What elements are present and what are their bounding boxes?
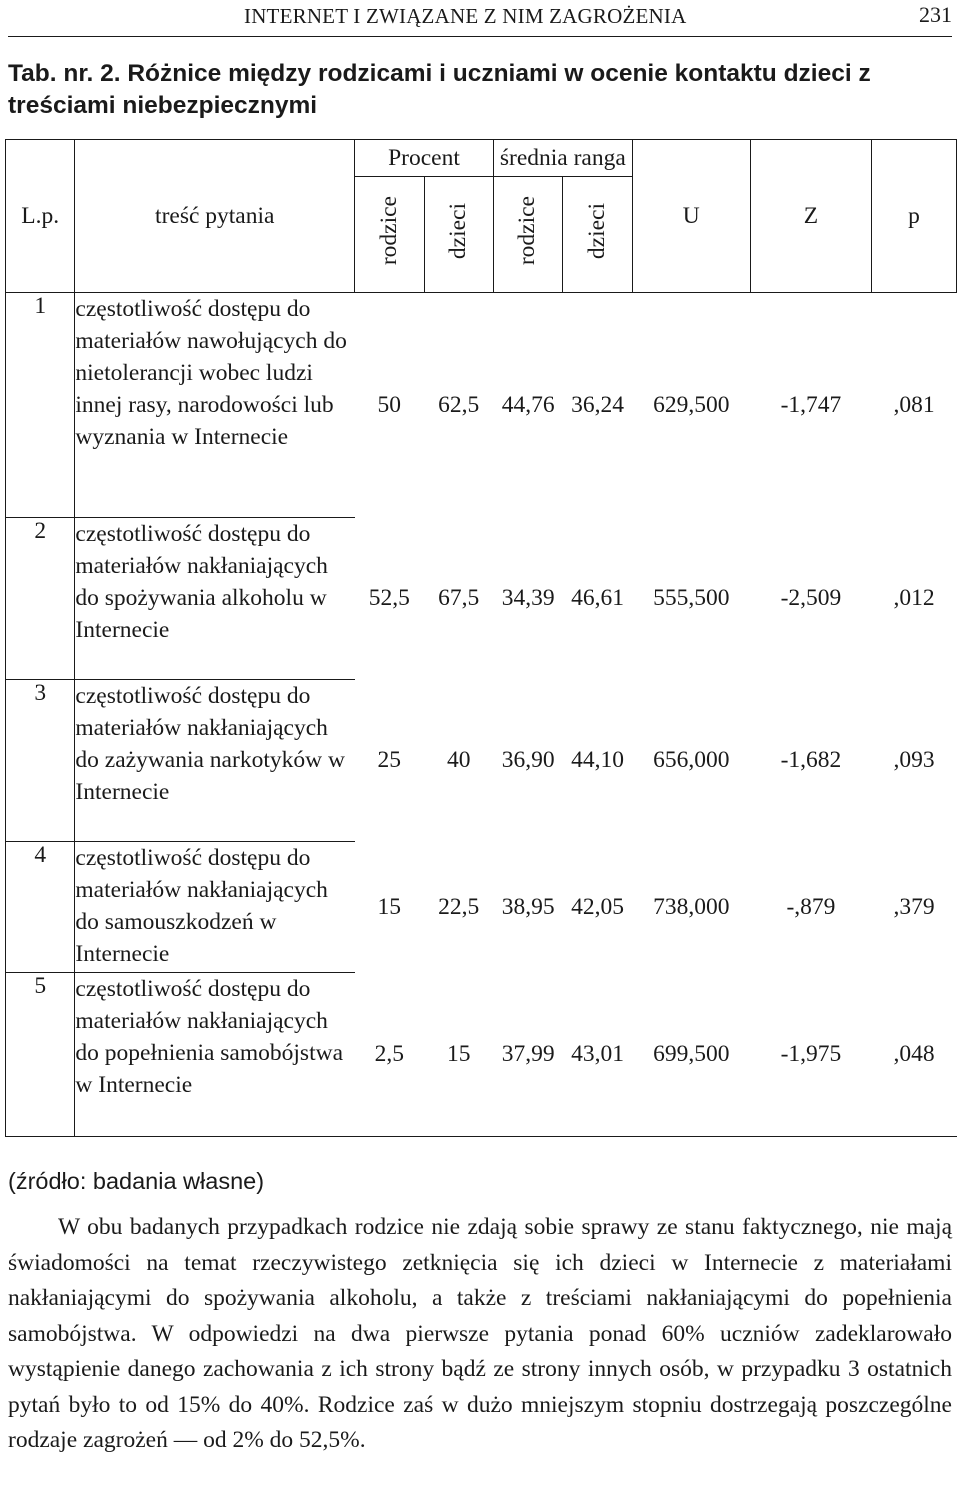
row-pct-children: 67,5 [438,585,480,611]
row-p: ,081 [872,293,957,518]
row-rank-children: 36,24 [563,293,632,518]
page-number: 231 [919,2,952,27]
header-rank-parents [493,177,562,293]
row-z: -2,509 [780,585,842,611]
row-z: -,879 [786,893,836,920]
header-group-rank: średnia ranga [493,140,632,177]
row-pct-children: 40 [446,747,471,773]
header-percent-children [424,177,493,293]
row-lp: 3 [6,680,75,842]
row-p: ,048 [872,973,957,1137]
header-group-percent: Procent [355,140,494,177]
row-z: -1,682 [780,747,842,773]
row-rank-parents: 44,76 [493,293,562,518]
row-u: 656,000 [653,747,730,773]
row-lp: 2 [6,518,75,680]
table-row [6,973,957,1137]
header-question: treść pytania [75,140,355,293]
row-p: ,012 [893,585,935,611]
row-pct-parents: 15 [377,893,402,920]
header-rank-parents-label: rodzice [514,196,541,266]
row-pct-children: 22,5 [438,893,480,920]
row-question: częstotliwość dostępu do materiałów nawołujących do nietolerancji wobec ludzi innej rasy, narodowości lub wyznania w Internecie [75,293,355,518]
running-head [8,2,960,36]
row-rank-parents: 34,39 [501,585,555,611]
running-head-title: INTERNET I ZWIĄZANE Z NIM ZAGROŻENIA [244,4,687,28]
table-row [6,680,957,842]
body-paragraph: W obu badanych przypadkach rodzice nie zdają sobie sprawy ze stanu faktycznego, nie mają świadomości na temat rzeczywistego zetknięcia się ich dzieci w Internecie z materiałami nakłaniającymi do spożywania alkoholu, a także z treściami nakłaniającymi do popełnienia samobójstwa. W odpowiedzi na dwa pierwsze pytania ponad 60% uczniów zadeklarowało wystąpienie danego zachowania z ich strony bądź ze strony innych osób, w przypadku 3 ostatnich pytań było to od 15% do 40%. Rodzice zaś w dużo mniejszym stopniu dostrzegają poszczególne rodzaje zagrożeń — od 2% do 52,5%. [8,1214,952,1453]
header-z: Z [750,140,871,293]
header-u: U [632,140,750,293]
row-rank-children: 44,10 [571,747,624,773]
source-note: (źródło: badania własne) [8,1168,265,1194]
row-pct-children: 15 [424,973,493,1137]
row-pct-parents: 25 [377,747,402,773]
row-question: częstotliwość dostępu do materiałów nakłaniających do spożywania alkoholu w Internecie [75,518,355,680]
table-row [6,293,957,518]
row-p: ,379 [893,893,935,920]
row-rank-children: 42,05 [571,893,624,920]
table-row [6,518,957,680]
header-rule [8,36,952,37]
row-rank-parents: 37,99 [493,973,562,1137]
row-u: 738,000 [653,893,730,920]
row-lp: 4 [6,842,75,973]
table-caption: Tab. nr. 2. Różnice między rodzicami i uczniami w ocenie kontaktu dzieci z treściami niebezpiecznymi [8,60,871,119]
table-row [6,842,957,973]
results-table [5,139,957,1137]
row-question: częstotliwość dostępu do materiałów nakłaniających do samouszkodzeń w Internecie [75,842,355,973]
header-rank-children [563,177,632,293]
row-lp: 5 [6,973,75,1137]
header-percent-children-label: dzieci [444,202,471,260]
row-rank-parents: 36,90 [501,747,555,773]
row-pct-parents: 2,5 [355,973,424,1137]
row-u: 629,500 [632,293,750,518]
row-lp: 1 [6,293,75,518]
header-p: p [872,140,957,293]
row-pct-parents: 50 [355,293,424,518]
header-rank-children-label: dzieci [583,202,610,260]
row-question: częstotliwość dostępu do materiałów nakłaniających do popełnienia samobójstwa w Internecie [75,973,355,1137]
row-z: -1,975 [750,973,871,1137]
row-u: 699,500 [632,973,750,1137]
header-lp: L.p. [6,140,75,293]
row-pct-parents: 52,5 [368,585,410,611]
header-percent-parents-label: rodzice [375,196,402,266]
header-percent-parents [355,177,424,293]
row-z: -1,747 [750,293,871,518]
row-p: ,093 [893,747,935,773]
row-rank-children: 46,61 [571,585,624,611]
row-rank-parents: 38,95 [501,893,555,920]
row-question: częstotliwość dostępu do materiałów nakłaniających do zażywania narkotyków w Internecie [75,680,355,842]
row-pct-children: 62,5 [424,293,493,518]
row-rank-children: 43,01 [563,973,632,1137]
row-u: 555,500 [653,585,730,611]
